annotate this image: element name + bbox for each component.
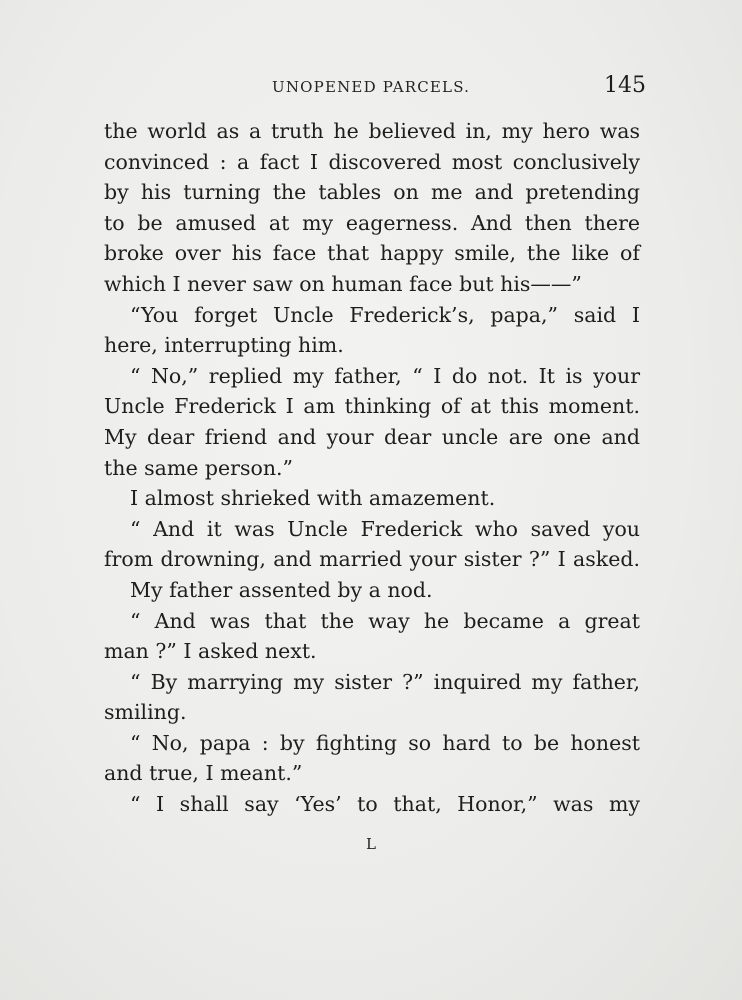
- text-line: by his turning the tables on me and pretending: [104, 180, 640, 205]
- text-line: “ No,” replied my father, “ I do not. It is your: [130, 363, 640, 388]
- text-line: Uncle Frederick I am thinking of at this moment.: [104, 394, 640, 419]
- text-line: which I never saw on human face but his——”: [104, 271, 582, 296]
- text-line: “ And was that the way he became a great: [130, 608, 640, 633]
- running-title: UNOPENED PARCELS.: [272, 78, 471, 96]
- text-line: “ And it was Uncle Frederick who saved you: [130, 516, 640, 541]
- text-line: My dear friend and your dear uncle are one and: [104, 424, 640, 449]
- text-line: the same person.”: [104, 455, 294, 480]
- text-line: “ I shall say ‘Yes’ to that, Honor,” was my: [130, 792, 640, 817]
- text-line: “ No, papa : by fighting so hard to be honest: [130, 730, 640, 755]
- text-line: and true, I meant.”: [104, 761, 303, 786]
- text-line: here, interrupting him.: [104, 333, 344, 358]
- signature-mark: L: [366, 835, 376, 853]
- text-line: convinced : a fact I discovered most conclusively: [104, 149, 640, 174]
- text-line: from drowning, and married your sister ?” I asked.: [104, 547, 640, 572]
- text-line: “ By marrying my sister ?” inquired my father,: [130, 669, 640, 694]
- text-line: I almost shrieked with amazement.: [130, 486, 496, 511]
- text-line: My father assented by a nod.: [130, 577, 433, 602]
- text-line: the world as a truth he believed in, my hero was: [104, 119, 640, 143]
- text-line: “You forget Uncle Frederick’s, papa,” said I: [130, 302, 640, 327]
- page-number: 145: [604, 73, 646, 98]
- text-line: man ?” I asked next.: [104, 639, 317, 664]
- body-text: [104, 116, 640, 820]
- text-line: to be amused at my eagerness. And then there: [104, 210, 640, 235]
- text-line: smiling.: [104, 700, 187, 725]
- text-line: broke over his face that happy smile, the like of: [104, 241, 640, 266]
